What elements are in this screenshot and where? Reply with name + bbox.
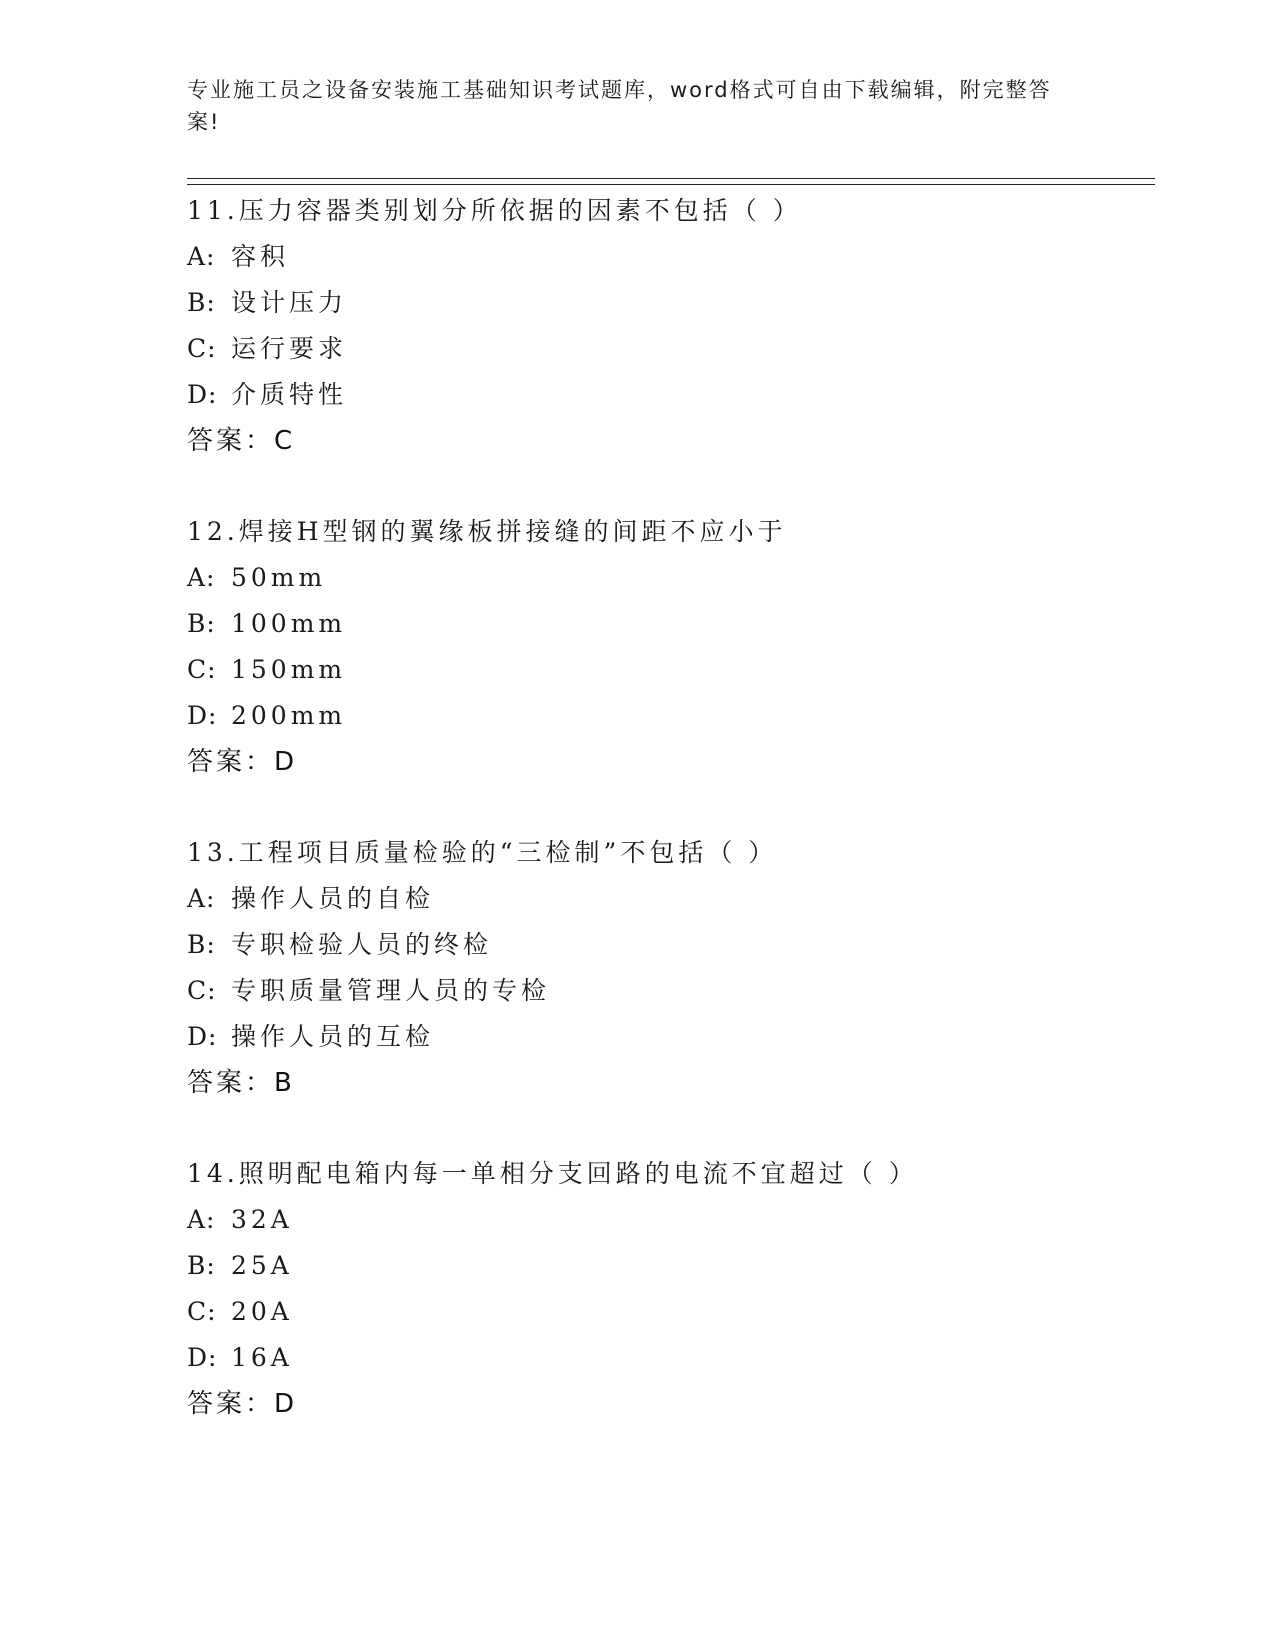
option-b bbox=[187, 280, 1147, 326]
option-a bbox=[187, 1197, 1147, 1243]
question-stem: 14.照明配电箱内每一单相分支回路的电流不宜超过（ ） bbox=[187, 1159, 918, 1188]
option-letter: C: bbox=[187, 976, 217, 1005]
option-letter: B: bbox=[187, 288, 216, 317]
option-text: 150mm bbox=[231, 655, 347, 684]
header-divider-top bbox=[187, 178, 1155, 179]
option-c bbox=[187, 968, 1147, 1014]
option-text: 专职检验人员的终检 bbox=[231, 930, 493, 959]
option-d bbox=[187, 372, 1147, 418]
question-block bbox=[187, 830, 1147, 1106]
question-stem: 12.焊接H型钢的翼缘板拼接缝的间距不应小于 bbox=[187, 517, 787, 546]
option-text: 容积 bbox=[231, 242, 290, 271]
option-d bbox=[187, 693, 1147, 739]
option-text: 设计压力 bbox=[231, 288, 348, 317]
option-text: 100mm bbox=[231, 609, 347, 638]
option-letter: D: bbox=[187, 1022, 218, 1051]
option-letter: C: bbox=[187, 655, 217, 684]
option-letter: D: bbox=[187, 380, 218, 409]
question-block bbox=[187, 188, 1147, 464]
option-d bbox=[187, 1014, 1147, 1060]
option-letter: B: bbox=[187, 1251, 216, 1280]
option-letter: A: bbox=[187, 242, 216, 271]
option-text: 介质特性 bbox=[231, 380, 348, 409]
option-c bbox=[187, 326, 1147, 372]
option-c bbox=[187, 1289, 1147, 1335]
option-b bbox=[187, 1243, 1147, 1289]
option-letter: A: bbox=[187, 563, 216, 592]
option-b bbox=[187, 601, 1147, 647]
option-text: 200mm bbox=[231, 701, 347, 730]
answer-line: 答案：D bbox=[187, 1389, 298, 1419]
option-a bbox=[187, 234, 1147, 280]
option-text: 操作人员的互检 bbox=[231, 1022, 435, 1051]
option-letter: A: bbox=[187, 1205, 216, 1234]
answer-line: 答案：B bbox=[187, 1068, 295, 1098]
option-text: 16A bbox=[231, 1343, 293, 1372]
question-block bbox=[187, 1151, 1147, 1427]
answer-line: 答案：D bbox=[187, 747, 298, 777]
option-text: 32A bbox=[231, 1205, 293, 1234]
option-c bbox=[187, 647, 1147, 693]
option-text: 专职质量管理人员的专检 bbox=[231, 976, 551, 1005]
question-block bbox=[187, 509, 1147, 785]
option-letter: C: bbox=[187, 1297, 217, 1326]
option-text: 运行要求 bbox=[231, 334, 348, 363]
option-d bbox=[187, 1335, 1147, 1381]
option-text: 20A bbox=[231, 1297, 293, 1326]
question-stem: 11.压力容器类别划分所依据的因素不包括（ ） bbox=[187, 196, 802, 225]
question-stem: 13.工程项目质量检验的“三检制”不包括（ ） bbox=[187, 838, 778, 867]
option-a bbox=[187, 555, 1147, 601]
option-letter: C: bbox=[187, 334, 217, 363]
option-b bbox=[187, 922, 1147, 968]
header-divider-bottom bbox=[187, 184, 1155, 185]
option-text: 50mm bbox=[231, 563, 327, 592]
option-letter: D: bbox=[187, 701, 218, 730]
option-letter: B: bbox=[187, 609, 216, 638]
option-a bbox=[187, 876, 1147, 922]
option-letter: D: bbox=[187, 1343, 218, 1372]
option-letter: A: bbox=[187, 884, 216, 913]
document-header-note: 专业施工员之设备安装施工基础知识考试题库，word格式可自由下载编辑，附完整答案! bbox=[187, 78, 1052, 134]
option-text: 25A bbox=[231, 1251, 293, 1280]
answer-line: 答案：C bbox=[187, 426, 296, 456]
option-text: 操作人员的自检 bbox=[231, 884, 435, 913]
option-letter: B: bbox=[187, 930, 216, 959]
